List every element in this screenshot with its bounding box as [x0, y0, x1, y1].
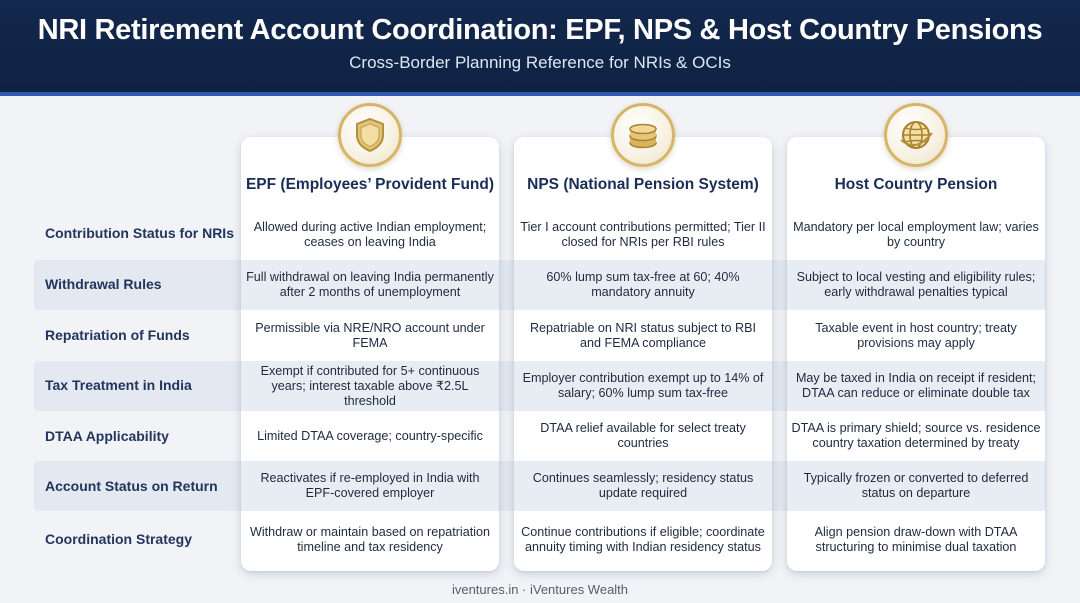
footer-credit: iventures.in · iVentures Wealth — [451, 582, 629, 597]
table-cell: Limited DTAA coverage; country-specific — [257, 428, 483, 443]
column-header-host-pension: Host Country Pension — [834, 176, 998, 193]
page-subtitle: Cross-Border Planning Reference for NRIs & OCIs — [349, 53, 731, 72]
table-cell: Taxable event in host country; treaty provisions may apply — [815, 321, 1017, 350]
table-cell: DTAA is primary shield; source vs. residence country taxation determined by treaty — [791, 421, 1041, 450]
column-header-epf: EPF (Employees’ Provident Fund) — [245, 176, 495, 193]
host-pension-badge — [884, 103, 948, 167]
epf-badge — [338, 103, 402, 167]
row-label-tax-treatment: Tax Treatment in India — [45, 377, 192, 393]
table-cell: Permissible via NRE/NRO account under FEMA — [255, 321, 485, 350]
row-label-coordination-strategy: Coordination Strategy — [45, 531, 193, 547]
table-cell: Full withdrawal on leaving India permanently after 2 months of unemployment — [246, 270, 494, 299]
table-cell: Typically frozen or converted to deferred status on departure — [803, 471, 1029, 500]
coin-stack-icon — [623, 115, 663, 155]
table-cell: Withdraw or maintain based on repatriation timeline and tax residency — [249, 525, 491, 554]
table-cell: Repatriable on NRI status subject to RBI and FEMA compliance — [529, 321, 757, 350]
row-label-repatriation: Repatriation of Funds — [45, 327, 190, 343]
table-cell: Align pension draw-down with DTAA structuring to minimise dual taxation — [814, 525, 1018, 554]
row-label-account-status: Account Status on Return — [45, 478, 218, 494]
table-cell: May be taxed in India on receipt if resident; DTAA can reduce or eliminate double tax — [795, 371, 1037, 400]
table-cell: 60% lump sum tax-free at 60; 40% mandatory annuity — [546, 270, 740, 299]
table-cell: Employer contribution exempt up to 14% of salary; 60% lump sum tax-free — [522, 371, 764, 400]
row-label-dtaa: DTAA Applicability — [45, 428, 169, 444]
header-accent-stripe — [0, 92, 1080, 96]
shield-icon — [350, 115, 390, 155]
table-cell: Reactivates if re-employed in India with EPF-covered employer — [260, 471, 480, 500]
table-cell: Subject to local vesting and eligibility rules; early withdrawal penalties typical — [796, 270, 1036, 299]
table-cell: Mandatory per local employment law; varies by country — [793, 220, 1039, 249]
table-cell: Continue contributions if eligible; coordinate annuity timing with Indian residency status — [521, 525, 765, 554]
row-label-withdrawal-rules: Withdrawal Rules — [45, 276, 162, 292]
column-header-nps: NPS (National Pension System) — [527, 176, 759, 193]
table-cell: DTAA relief available for select treaty countries — [540, 421, 746, 450]
globe-icon — [896, 115, 936, 155]
row-label-contribution-status: Contribution Status for NRIs — [45, 225, 234, 241]
nps-badge — [611, 103, 675, 167]
header-banner — [0, 0, 1080, 92]
table-cell: Tier I account contributions permitted; Tier II closed for NRIs per RBI rules — [520, 220, 766, 249]
table-cell: Allowed during active Indian employment; ceases on leaving India — [253, 220, 487, 249]
table-cell: Exempt if contributed for 5+ continuous years; interest taxable above ₹2.5L threshold — [260, 363, 480, 408]
page-title: NRI Retirement Account Coordination: EPF, NPS & Host Country Pensions — [37, 14, 1043, 46]
table-cell: Continues seamlessly; residency status update required — [532, 471, 754, 500]
